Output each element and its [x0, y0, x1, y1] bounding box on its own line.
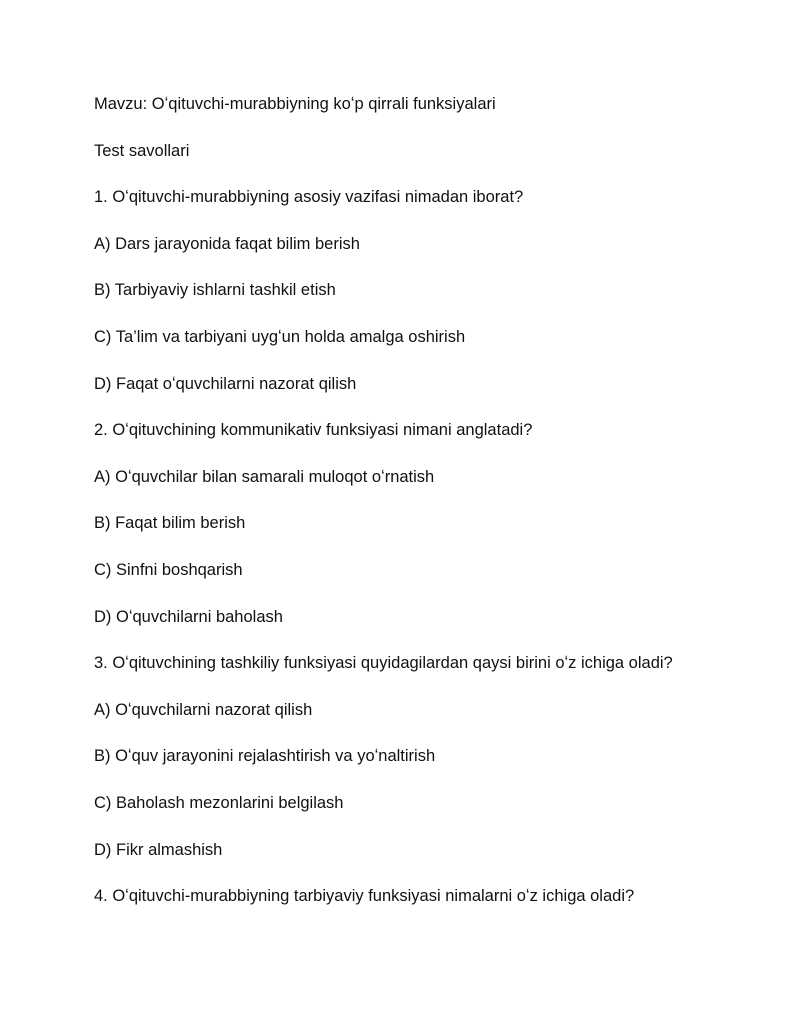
question-3-option-b: B) Oʻquv jarayonini rejalashtirish va yoʻnaltirish [94, 747, 436, 766]
question-1-option-c: C) Ta’lim va tarbiyani uygʻun holda amalga oshirish [94, 327, 466, 346]
question-2-option-d: D) Oʻquvchilarni baholash [94, 607, 283, 626]
question-4: 4. Oʻqituvchi-murabbiyning tarbiyaviy funksiyasi nimalarni oʻz ichiga oladi? [94, 887, 635, 906]
question-2-option-a: A) Oʻquvchilar bilan samarali muloqot oʻrnatish [94, 467, 435, 486]
topic-heading: Mavzu: Oʻqituvchi-murabbiyning koʻp qirrali funksiyalari [94, 95, 496, 113]
question-2: 2. Oʻqituvchining kommunikativ funksiyasi nimani anglatadi? [94, 421, 533, 440]
question-1-option-a: A) Dars jarayonida faqat bilim berish [94, 234, 360, 253]
question-3-option-a: A) Oʻquvchilarni nazorat qilish [94, 700, 313, 719]
test-subtitle: Test savollari [94, 141, 190, 160]
question-1: 1. Oʻqituvchi-murabbiyning asosiy vazifasi nimadan iborat? [94, 188, 524, 207]
question-3-option-c: C) Baholash mezonlarini belgilash [94, 793, 344, 812]
document-page [94, 94, 754, 933]
question-3-option-d: D) Fikr almashish [94, 840, 223, 859]
question-1-option-b: B) Tarbiyaviy ishlarni tashkil etish [94, 281, 336, 300]
question-3: 3. Oʻqituvchining tashkiliy funksiyasi quyidagilardan qaysi birini oʻz ichiga oladi? [94, 654, 673, 673]
question-1-option-d: D) Faqat oʻquvchilarni nazorat qilish [94, 374, 357, 393]
question-2-option-c: C) Sinfni boshqarish [94, 560, 243, 579]
question-2-option-b: B) Faqat bilim berish [94, 514, 246, 533]
